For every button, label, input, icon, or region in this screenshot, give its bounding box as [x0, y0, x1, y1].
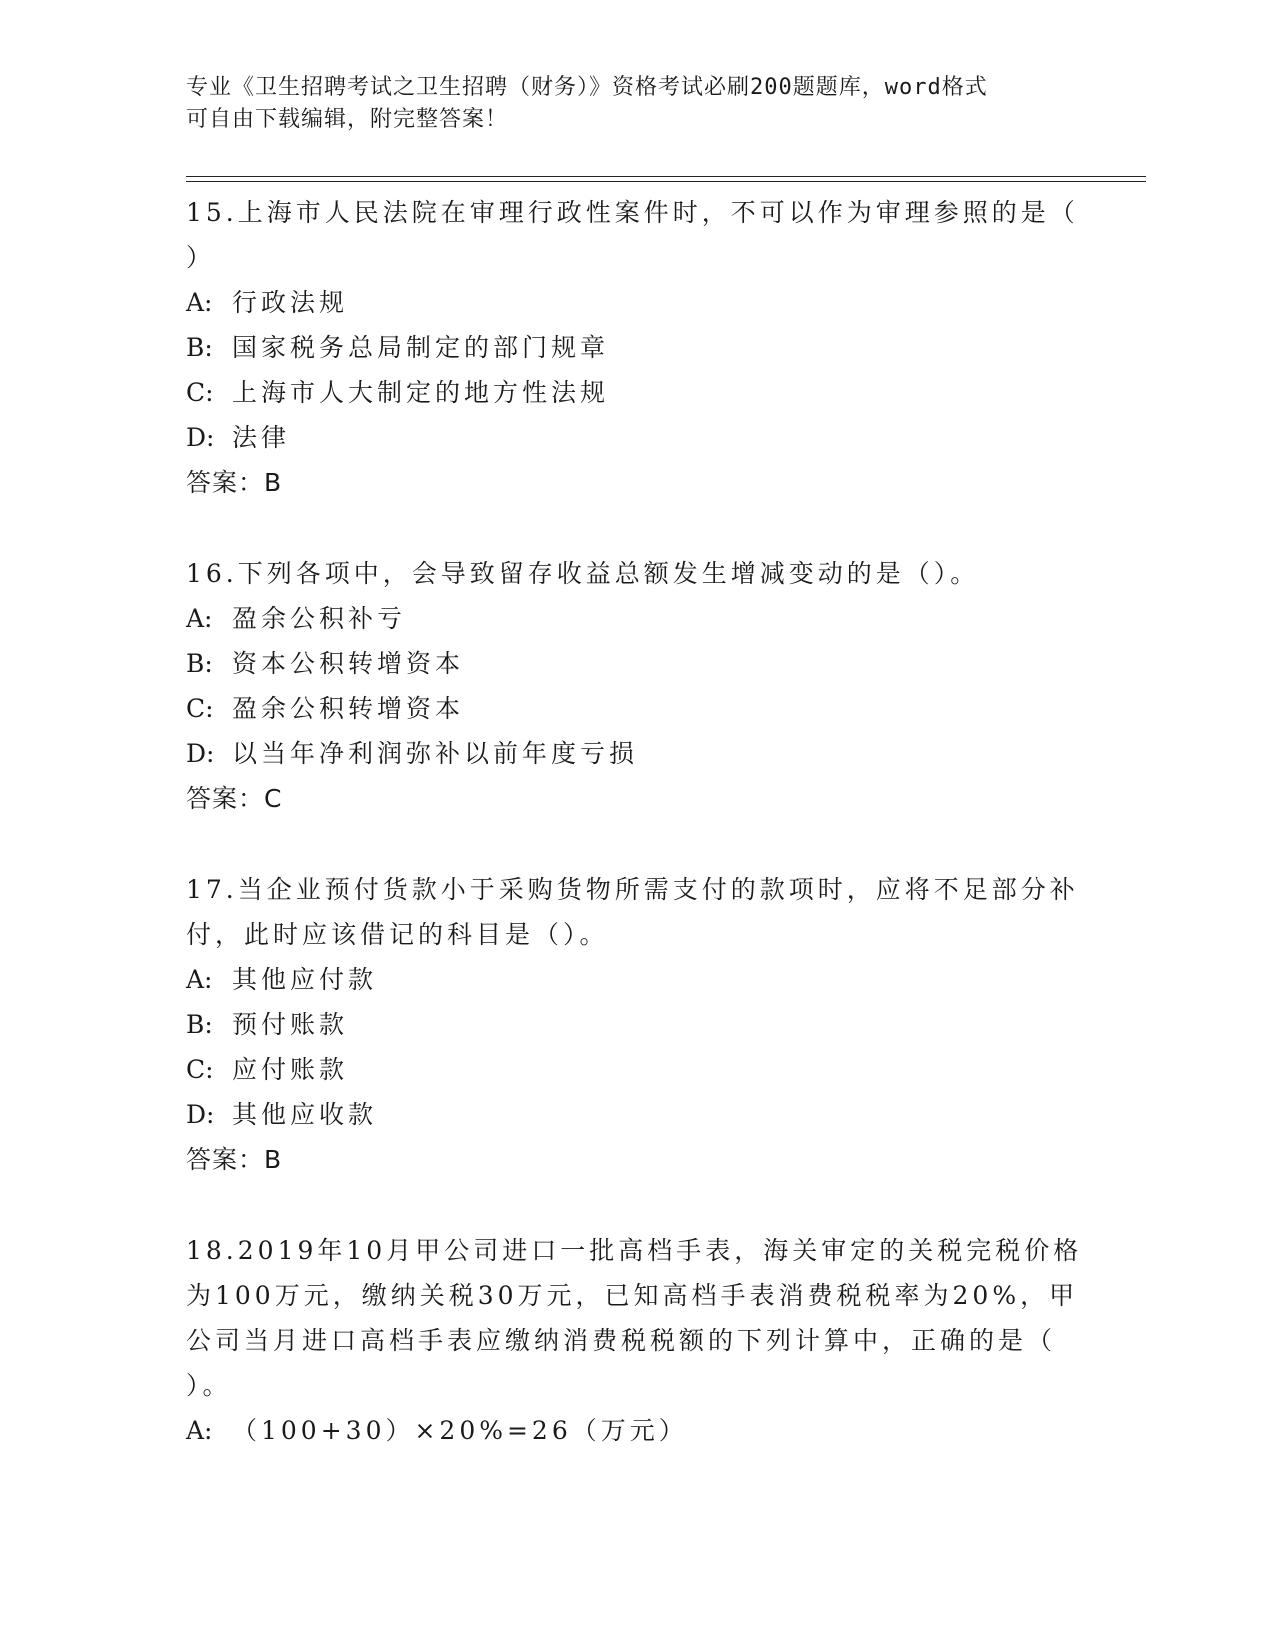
option-text: 资本公积转增资本: [232, 649, 465, 678]
question-stem-line: 付，此时应该借记的科目是（）。: [186, 920, 609, 949]
answer-option: [186, 957, 1086, 1002]
header-divider: [186, 176, 1146, 177]
option-text: 预付账款: [232, 1010, 349, 1039]
question-stem-line: ）: [186, 243, 216, 272]
answer-option: [186, 415, 1086, 460]
question-block: [186, 867, 1086, 1182]
question-stem-line: 17.当企业预付货款小于采购货物所需支付的款项时，应将不足部分补: [186, 875, 1079, 904]
answer-option: [186, 1408, 1086, 1453]
option-key: D:: [186, 423, 215, 452]
option-key: B:: [186, 649, 213, 678]
option-text: 法律: [232, 423, 291, 452]
option-text: 以当年净利润弥补以前年度亏损: [232, 739, 639, 768]
option-text: 上海市人大制定的地方性法规: [232, 378, 610, 407]
answer-line: 答案：B: [186, 1145, 283, 1174]
option-key: C:: [186, 1055, 214, 1084]
option-text: 应付账款: [232, 1055, 349, 1084]
question-block: [186, 1228, 1086, 1453]
answer-option: [186, 1092, 1086, 1137]
option-text: 盈余公积补亏: [232, 604, 407, 633]
question-block: [186, 190, 1086, 505]
option-text: 其他应收款: [232, 1100, 378, 1129]
option-key: D:: [186, 1100, 215, 1129]
option-key: C:: [186, 378, 214, 407]
option-text: 国家税务总局制定的部门规章: [232, 333, 610, 362]
question-stem-line: 18.2019年10月甲公司进口一批高档手表，海关审定的关税完税价格: [186, 1236, 1083, 1265]
option-text: （100+30）×20%=26（万元）: [232, 1416, 688, 1445]
answer-line: 答案：C: [186, 784, 283, 813]
question-block: [186, 551, 1086, 821]
option-text: 行政法规: [232, 288, 349, 317]
question-stem-line: ）。: [186, 1371, 232, 1400]
answer-option: [186, 1047, 1086, 1092]
option-key: C:: [186, 694, 214, 723]
option-key: B:: [186, 333, 213, 362]
document-header: [186, 72, 1066, 136]
question-stem-line: 15.上海市人民法院在审理行政性案件时，不可以作为审理参照的是（: [186, 198, 1079, 227]
option-key: A:: [186, 1416, 213, 1445]
option-key: A:: [186, 965, 213, 994]
answer-option: [186, 325, 1086, 370]
answer-option: [186, 1002, 1086, 1047]
header-divider-double: [186, 181, 1146, 182]
answer-option: [186, 280, 1086, 325]
option-key: A:: [186, 288, 213, 317]
answer-option: [186, 731, 1086, 776]
option-text: 盈余公积转增资本: [232, 694, 465, 723]
header-line-2: 可自由下载编辑，附完整答案！: [186, 107, 509, 132]
question-stem-line: 公司当月进口高档手表应缴纳消费税税额的下列计算中，正确的是（: [186, 1326, 1057, 1355]
question-list: [186, 190, 1086, 1499]
option-key: A:: [186, 604, 213, 633]
option-text: 其他应付款: [232, 965, 378, 994]
question-stem-line: 16.下列各项中，会导致留存收益总额发生增减变动的是（）。: [186, 559, 980, 588]
question-stem-line: 为100万元，缴纳关税30万元，已知高档手表消费税税率为20%，甲: [186, 1281, 1079, 1310]
answer-option: [186, 596, 1086, 641]
option-key: D:: [186, 739, 215, 768]
header-line-1: 专业《卫生招聘考试之卫生招聘（财务）》资格考试必刷200题题库，word格式: [186, 75, 988, 100]
answer-option: [186, 641, 1086, 686]
answer-line: 答案：B: [186, 468, 283, 497]
answer-option: [186, 686, 1086, 731]
answer-option: [186, 370, 1086, 415]
option-key: B:: [186, 1010, 213, 1039]
